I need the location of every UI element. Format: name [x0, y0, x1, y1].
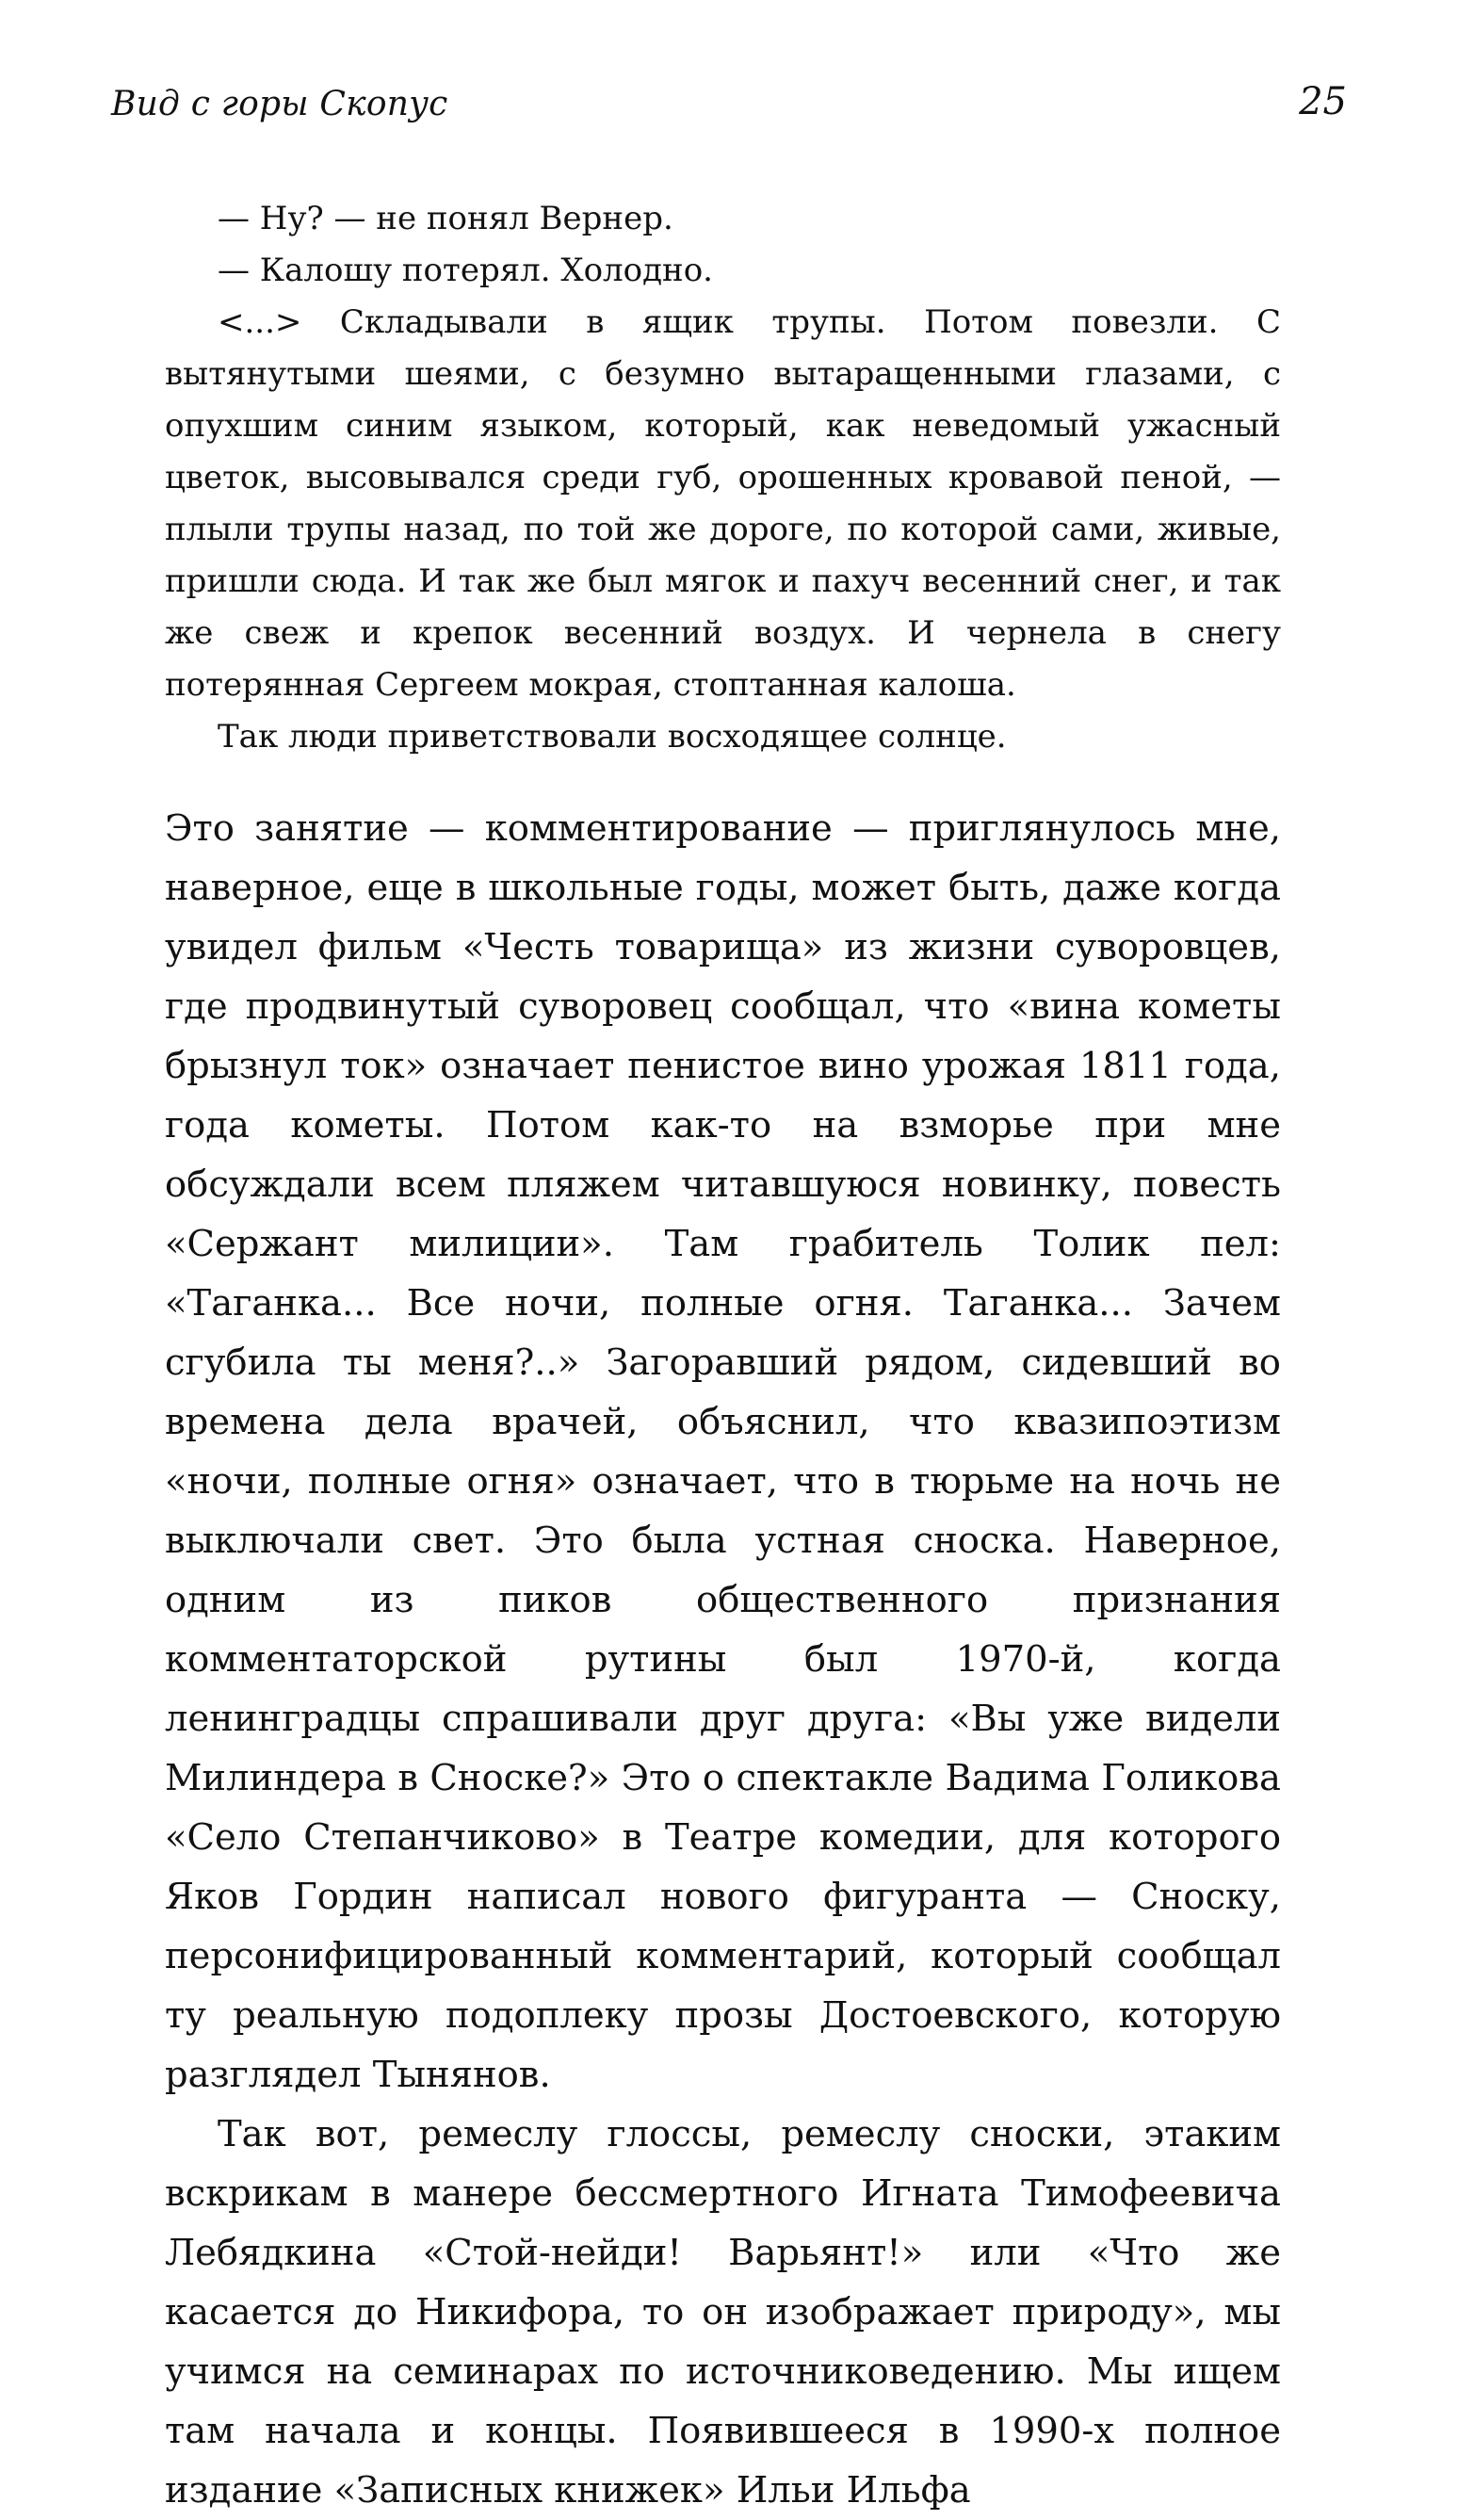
quote-paragraph: <...> Складывали в ящик трупы. Потом повезли. С вытянутыми шеями, с безумно вытаращенными глазами, с опухшим синим языком, который, как неведомый ужасный цветок, высовывался среди губ, орошенных кровавой пеной, — плыли трупы назад, по той же дороге, по которой сами, живые, пришли сюда. И так же был мягок и пахуч весенний снег, и так же свеж и крепок весенний воздух. И чернела в снегу потерянная Сергеем мокрая, стоптанная калоша.: [165, 303, 1281, 704]
body-paragraph: Так вот, ремеслу глоссы, ремеслу сноски, этаким вскрикам в манере бессмертного Игната Тимофеевича Лебядкина «Стой-нейди! Варьянт!» или «Что же касается до Никифора, то он изображает природу», мы учимся на семинарах по источниковедению. Мы ищем там начала и концы. Появившееся в 1990-х полное издание «Записных книжек» Ильи Ильфа: [165, 2113, 1281, 2512]
main-text: [165, 799, 1281, 2520]
quote-paragraph: — Ну? — не понял Вернер.: [218, 200, 673, 237]
quote-paragraph: Так люди приветствовали восходящее солнце.: [218, 718, 1007, 756]
quote-paragraph: — Калошу потерял. Холодно.: [218, 252, 713, 289]
page-number: 25: [1299, 80, 1347, 123]
body-paragraph: Это занятие — комментирование — приглянулось мне, наверное, еще в школьные годы, может быть, даже когда увидел фильм «Честь товарища» из жизни суворовцев, где продвинутый суворовец сообщал, что «вина кометы брызнул ток» означает пенистое вино урожая 1811 года, года кометы. Потом как-то на взморье при мне обсуждали всем пляжем читавшуюся новинку, повесть «Сержант милиции». Там грабитель Толик пел: «Таганка... Все ночи, полные огня. Таганка... Зачем сгубила ты меня?..» Загоравший рядом, сидевший во времена дела врачей, объяснил, что квазипоэтизм «ночи, полные огня» означает, что в тюрьме на ночь не выключали свет. Это была устная сноска. Наверное, одним из пиков общественного признания комментаторской рутины был 1970-й, когда ленинградцы спрашивали друг друга: «Вы уже видели Милиндера в Сноске?» Это о спектакле Вадима Голикова «Село Степанчиково» в Театре комедии, для которого Яков Гордин написал нового фигуранта — Сноску, персонифицированный комментарий, который сообщал ту реальную подоплеку прозы Достоевского, которую разглядел Тынянов.: [165, 807, 1281, 2096]
quoted-excerpt: [165, 193, 1281, 763]
running-title: Вид с горы Скопус: [111, 85, 448, 123]
